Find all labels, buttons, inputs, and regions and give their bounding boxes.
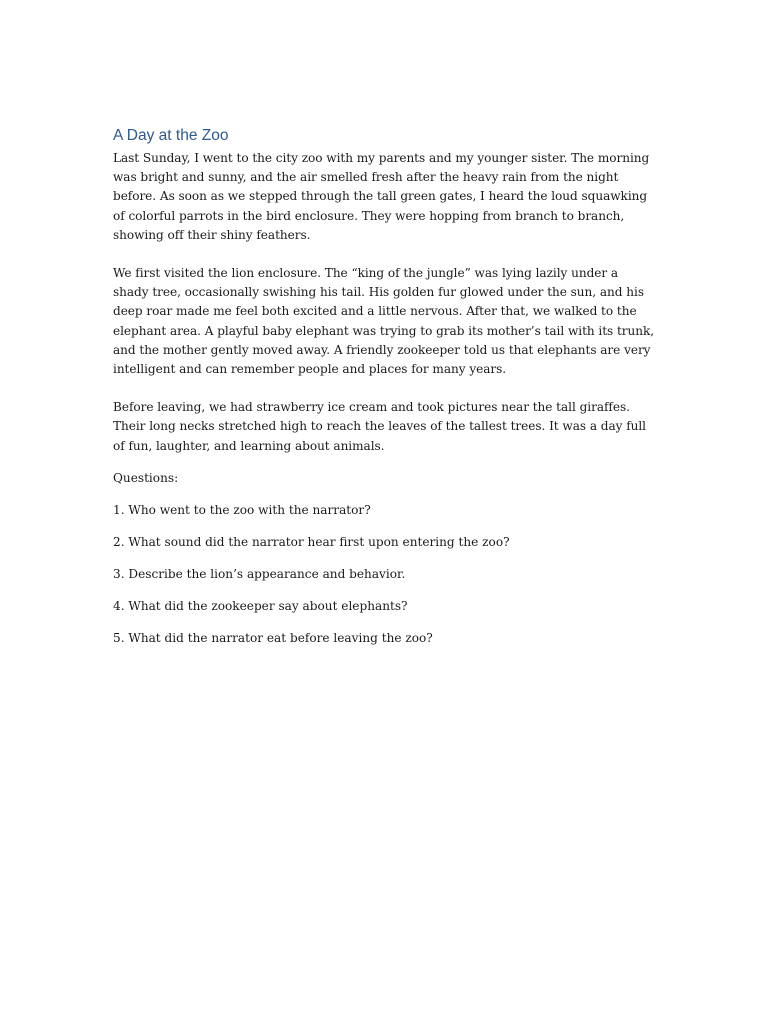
question-item: 5. What did the narrator eat before leaving the zoo? [113, 630, 433, 645]
document-title: A Day at the Zoo [113, 127, 229, 144]
question-item: 3. Describe the lion’s appearance and behavior. [113, 566, 406, 581]
questions-heading: Questions: [113, 470, 179, 485]
question-item: 2. What sound did the narrator hear first upon entering the zoo? [113, 534, 510, 549]
story-paragraph-2: We first visited the lion enclosure. The “king of the jungle” was lying lazily under a shady tree, occasionally swishing his tail. His golden fur glowed under the sun, and his deep roar made me feel both excited and a little nervous. After that, we walked to the elephant area. A playful baby elephant was trying to grab its mother’s tail with its trunk, and the mother gently moved away. A friendly zookeeper told us that elephants are very intelligent and can remember people and places for many years. [113, 266, 655, 377]
document-body [113, 126, 655, 661]
question-item: 1. Who went to the zoo with the narrator? [113, 502, 371, 517]
question-item: 4. What did the zookeeper say about elephants? [113, 598, 408, 613]
story-paragraph-1: Last Sunday, I went to the city zoo with my parents and my younger sister. The morning was bright and sunny, and the air smelled fresh after the heavy rain from the night before. As soon as we stepped through the tall green gates, I heard the loud squawking of colorful parrots in the bird enclosure. They were hopping from branch to branch, showing off their shiny feathers. [113, 151, 650, 242]
story-paragraph-3: Before leaving, we had strawberry ice cream and took pictures near the tall giraffes. Their long necks stretched high to reach the leaves of the tallest trees. It was a day full of fun, laughter, and learning about animals. [113, 400, 646, 453]
questions-list [113, 501, 655, 648]
